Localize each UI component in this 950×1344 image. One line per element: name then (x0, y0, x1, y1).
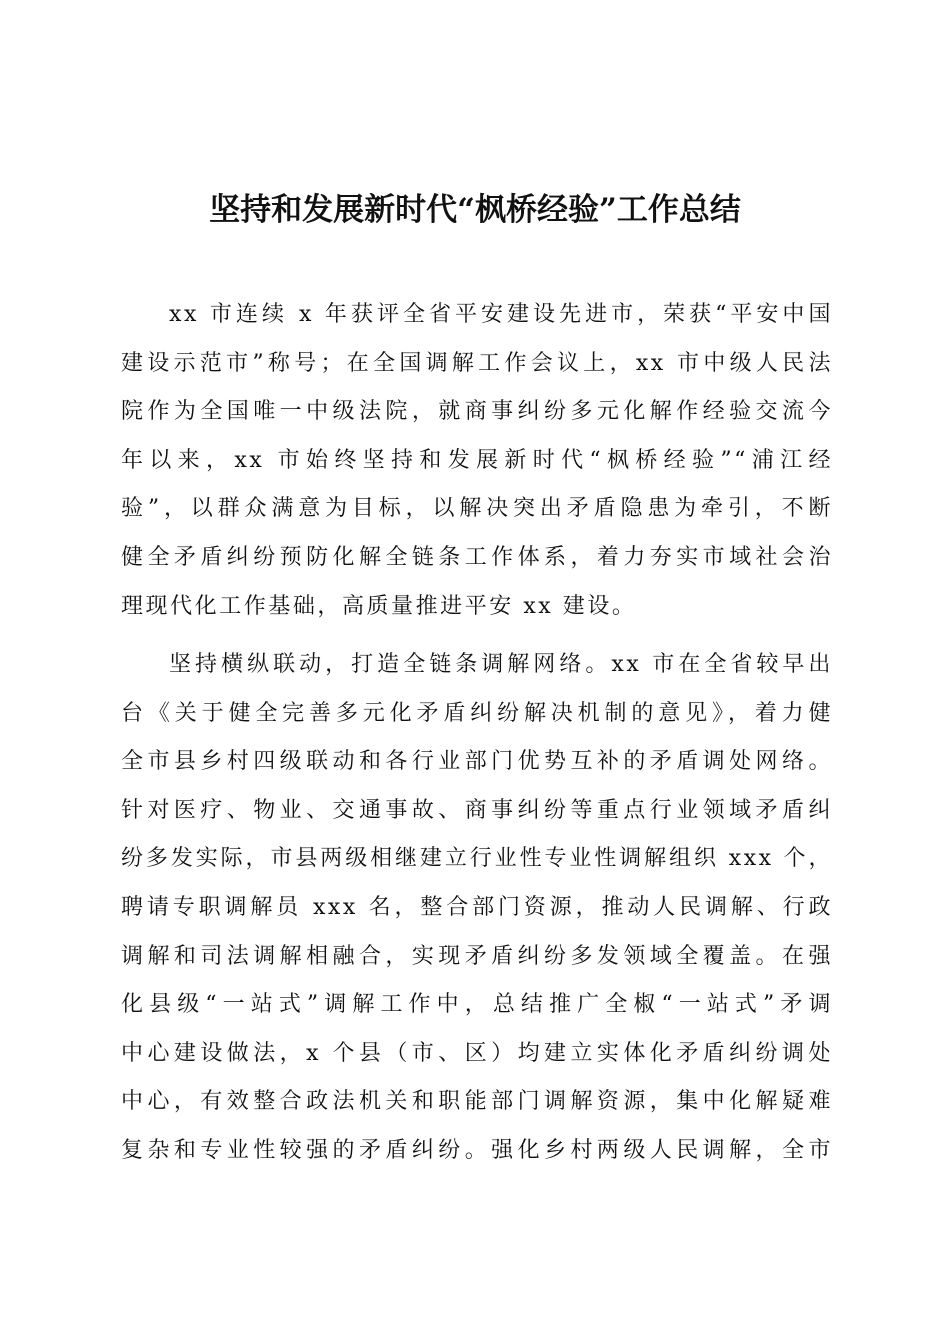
paragraph-line: 建设示范市”称号；在全国调解工作会议上，xx 市中级人民法 (121, 350, 833, 376)
paragraph-line: 中心建设做法，x 个县（市、区）均建立实体化矛盾纠纷调处 (121, 1040, 833, 1066)
paragraph-2 (121, 641, 833, 1176)
paragraph-line: 调解和司法调解相融合，实现矛盾纠纷多发领域全覆盖。在强 (121, 943, 833, 969)
paragraph-line: 理现代化工作基础，高质量推进平安 xx 建设。 (121, 593, 637, 619)
paragraph-line: 针对医疗、物业、交通事故、商事纠纷等重点行业领域矛盾纠 (121, 797, 833, 823)
paragraph-line: 聘请专职调解员 xxx 名，整合部门资源，推动人民调解、行政 (121, 894, 833, 920)
document-title: 坚持和发展新时代“枫桥经验”工作总结 (209, 192, 741, 228)
paragraph-line: 年以来，xx 市始终坚持和发展新时代“枫桥经验”“浦江经 (121, 447, 833, 473)
paragraph-line: 健全矛盾纠纷预防化解全链条工作体系，着力夯实市域社会治 (121, 544, 833, 570)
paragraph-line: 验”，以群众满意为目标，以解决突出矛盾隐患为牵引，不断 (121, 496, 833, 522)
paragraph-line: 复杂和专业性较强的矛盾纠纷。强化乡村两级人民调解，全市 (121, 1137, 833, 1163)
paragraph-line: 纷多发实际，市县两级相继建立行业性专业性调解组织 xxx 个， (121, 846, 833, 872)
paragraph-line: 坚持横纵联动，打造全链条调解网络。xx 市在全省较早出 (169, 652, 833, 677)
paragraph-1 (121, 291, 833, 631)
paragraph-line: 院作为全国唯一中级法院，就商事纠纷多元化解作经验交流今 (121, 399, 833, 425)
paragraph-line: 全市县乡村四级联动和各行业部门优势互补的矛盾调处网络。 (121, 749, 833, 775)
paragraph-line: 台《关于健全完善多元化矛盾纠纷解决机制的意见》，着力健 (121, 700, 833, 726)
paragraph-line: xx 市连续 x 年获评全省平安建设先进市，荣获“平安中国 (169, 302, 833, 327)
paragraph-line: 化县级“一站式”调解工作中，总结推广全椒“一站式”矛调 (121, 992, 833, 1018)
paragraph-line: 中心，有效整合政法机关和职能部门调解资源，集中化解疑难 (121, 1089, 833, 1115)
